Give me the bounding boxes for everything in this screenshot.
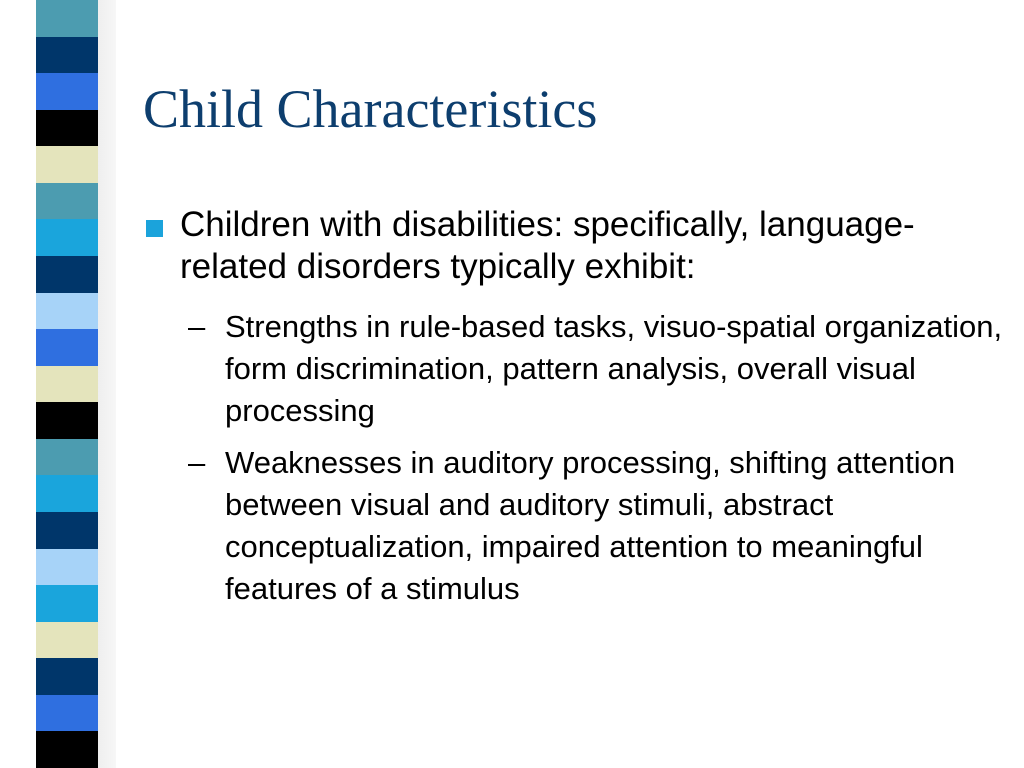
stripe-block: [36, 439, 98, 477]
stripe-block: [36, 731, 98, 768]
stripe-block: [36, 329, 98, 367]
stripe-block: [36, 549, 98, 587]
stripe-block: [36, 658, 98, 696]
dash-bullet-icon: –: [188, 309, 206, 344]
sub-bullet-item: [188, 442, 1003, 610]
sub-bullet-text: Weaknesses in auditory processing, shifting attention between visual and auditory stimuli, abstract conceptualization, impaired attention to meaningful features of a stimulus: [225, 445, 956, 606]
stripe-block: [36, 219, 98, 257]
bullet-item: [143, 204, 1003, 288]
sub-bullet-text: Strengths in rule-based tasks, visuo-spatial organization, form discrimination, pattern analysis, overall visual processing: [225, 309, 1003, 428]
stripe-block: [36, 366, 98, 404]
dash-bullet-icon: –: [188, 445, 206, 480]
square-bullet-icon: [146, 220, 163, 237]
stripe-block: [36, 402, 98, 440]
stripe-block: [36, 256, 98, 294]
slide-content: [143, 204, 1003, 620]
stripe-block: [36, 512, 98, 550]
stripe-block: [36, 585, 98, 623]
stripe-block: [36, 695, 98, 733]
stripe-block: [36, 110, 98, 148]
slide-title: Child Characteristics: [143, 79, 598, 139]
bullet-text: Children with disabilities: specifically, language-related disorders typically exhibit:: [180, 205, 915, 286]
decorative-stripe: [36, 0, 98, 768]
stripe-block: [36, 293, 98, 331]
stripe-block: [36, 475, 98, 513]
sub-bullet-item: [188, 306, 1003, 432]
stripe-block: [36, 0, 98, 38]
stripe-block: [36, 183, 98, 221]
sub-bullet-list: [143, 306, 1003, 610]
stripe-block: [36, 73, 98, 111]
stripe-block: [36, 146, 98, 184]
stripe-block: [36, 37, 98, 75]
stripe-block: [36, 622, 98, 660]
